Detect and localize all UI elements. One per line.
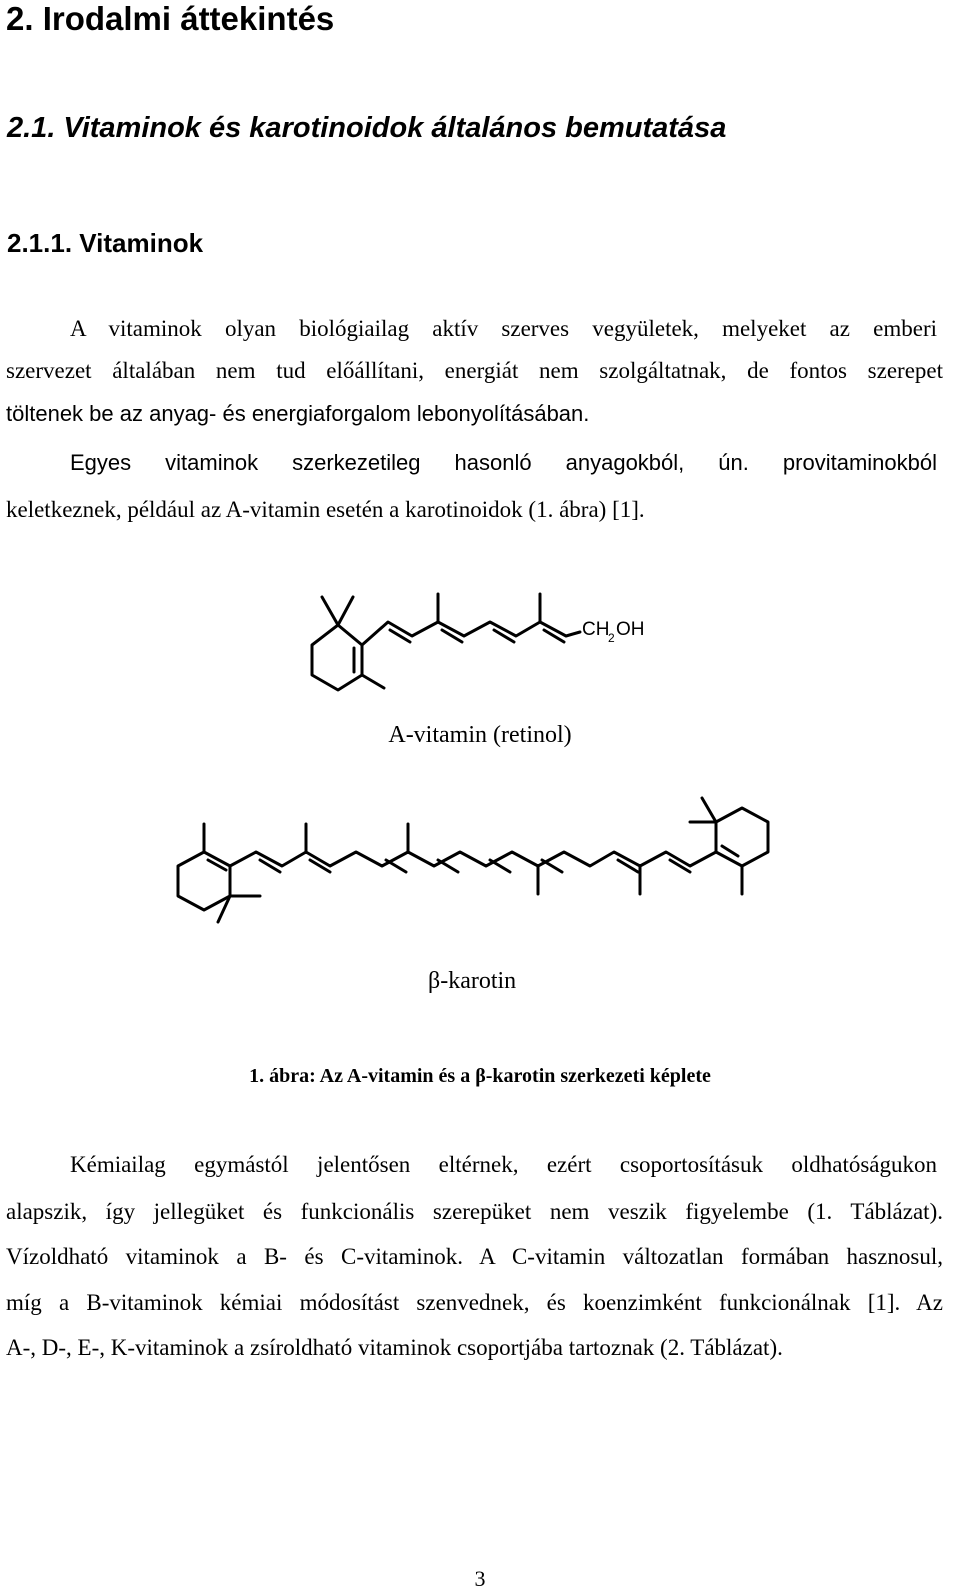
subsection-heading: 2.1. Vitaminok és karotinoidok általános bemutatása [7,112,727,144]
para3-line1: Kémiailag egymástól jelentősen eltérnek, ezért csoportosításuk oldhatóságukon [70,1152,937,1177]
para1-line3: töltenek be az anyag- és energiaforgalom lebonyolításában. [6,401,590,426]
retinol-ch-label: CH [582,619,610,640]
page-number: 3 [474,1566,486,1591]
retinol-subscript: 2 [608,631,615,645]
para1-line2: szervezet általában nem tud előállítani, energiát nem szolgáltatnak, de fontos szerepet [6,358,943,383]
retinol-structure [0,580,960,710]
subsubsection-heading: 2.1.1. Vitaminok [7,228,204,258]
para3-line5: A-, D-, E-, K-vitaminok a zsíroldható vitaminok csoportjába tartoznak (2. Táblázat). [6,1335,783,1360]
para1-line1: A vitaminok olyan biológiailag aktív szerves vegyületek, melyeket az emberi [70,316,937,341]
retinol-oh-label: OH [616,619,645,640]
para3-line3: Vízoldható vitaminok a B- és C-vitaminok. A C-vitamin változatlan formában hasznosul, [6,1244,943,1269]
figure-caption: 1. ábra: Az A-vitamin és a β-karotin szerkezeti képlete [249,1065,711,1087]
para2-line1: Egyes vitaminok szerkezetileg hasonló anyagokból, ún. provitaminokból [70,450,937,475]
para3-line2: alapszik, így jellegüket és funkcionális szerepüket nem veszik figyelembe (1. Táblázat). [6,1199,943,1224]
beta-carotene-structure [0,790,960,930]
retinol-caption: A-vitamin (retinol) [388,722,572,748]
section-heading: 2. Irodalmi áttekintés [6,0,335,37]
para2-line2: keletkeznek, például az A-vitamin esetén a karotinoidok (1. ábra) [1]. [6,497,645,522]
para3-line4: míg a B-vitaminok kémiai módosítást szenvednek, és koenzimként funkcionálnak [1]. Az [6,1290,943,1315]
beta-carotene-caption: β-karotin [428,968,517,994]
